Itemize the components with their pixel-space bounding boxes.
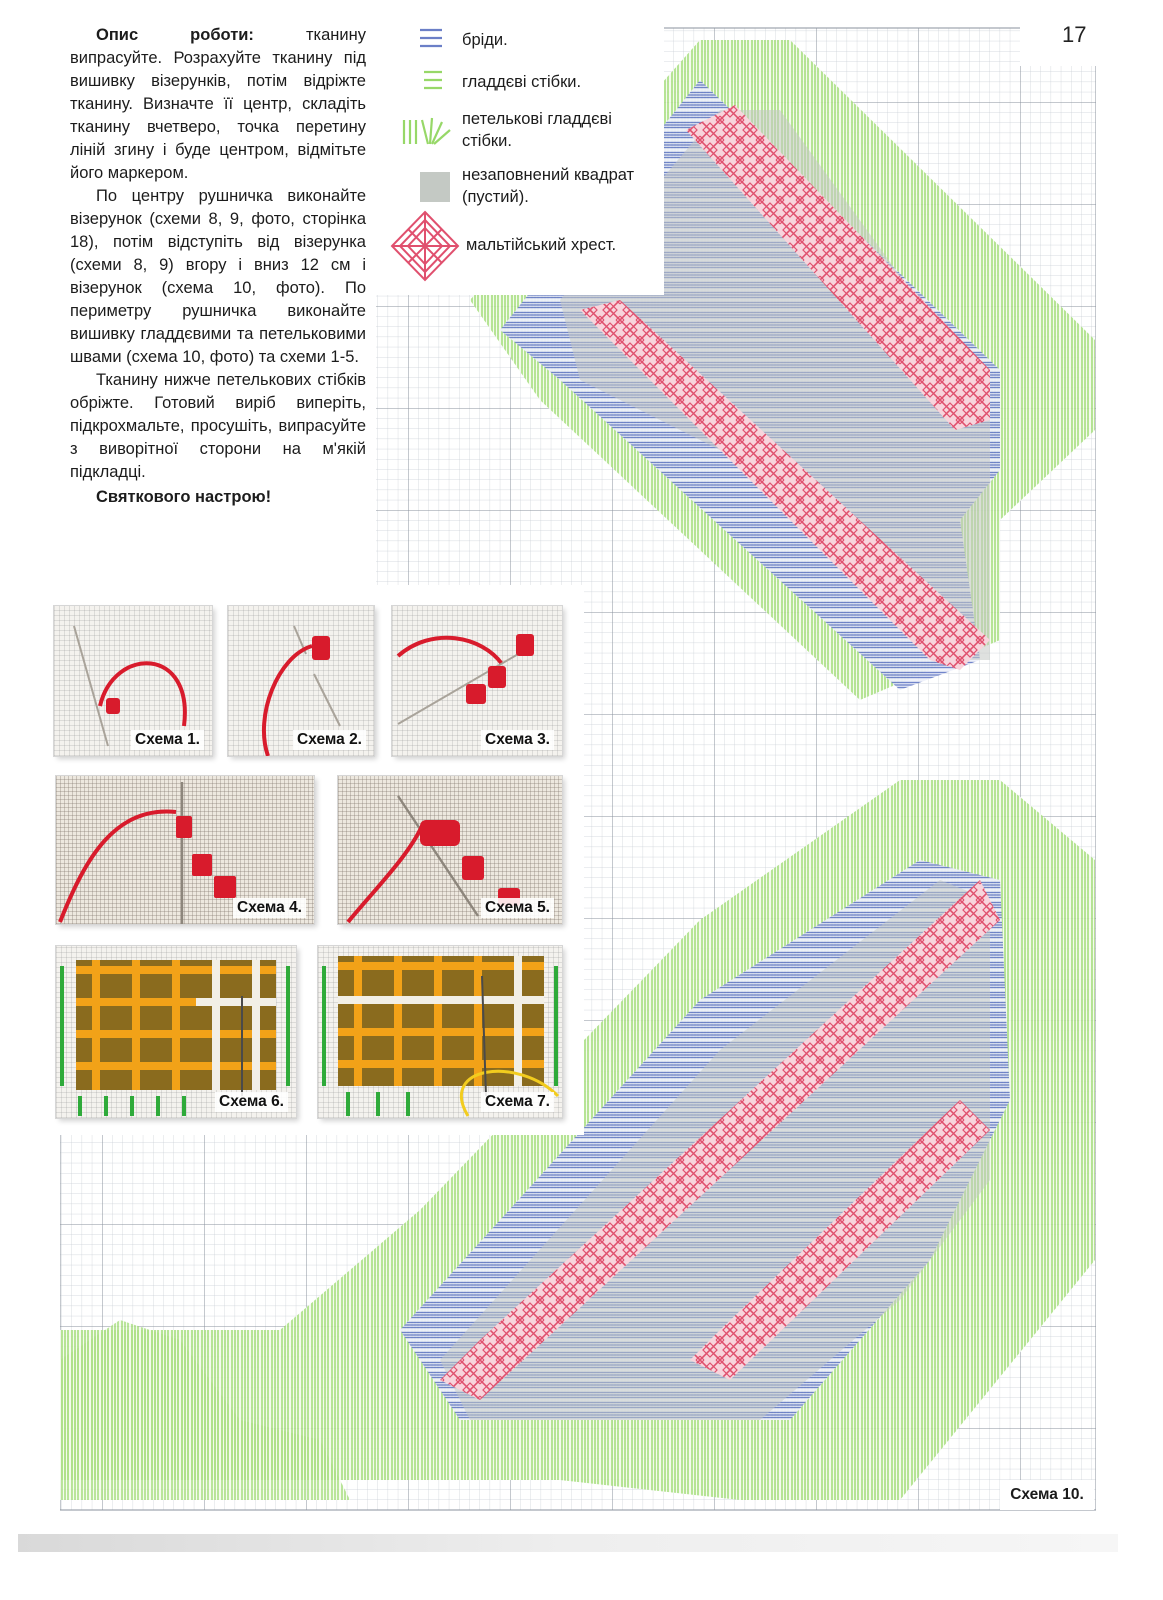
caption-scheme-4: Схема 4. xyxy=(233,898,306,918)
photo-scheme-4 xyxy=(56,776,314,924)
lead-heading: Опис роботи: xyxy=(96,26,254,44)
legend-label-bars: бріди. xyxy=(462,31,508,49)
right-margin xyxy=(1096,0,1163,1600)
legend-label-buttonhole: петелькові гладдєві стібки. xyxy=(462,110,612,150)
paragraph-1-body: тканину випрасуйте. Розрахуйте тканину під вишивку візерунків, потім відріжте тканину. Визначте її центр, складіть тканину вчетверо, точка перетину ліній згину і буде центром, відмітьте його маркером. xyxy=(70,26,366,182)
legend-item-satin xyxy=(390,64,581,108)
legend-item-bars xyxy=(390,22,508,66)
caption-scheme-7: Схема 7. xyxy=(481,1092,554,1112)
photo-scheme-1 xyxy=(54,606,212,756)
legend-label-maltese: мальтійський хрест. xyxy=(466,236,617,254)
caption-scheme-10: Схема 10. xyxy=(1000,1480,1094,1510)
satin-stitch-icon xyxy=(390,64,442,108)
maltese-cross-icon xyxy=(390,210,452,282)
legend-item-empty xyxy=(390,164,652,208)
closing-line: Святкового настрою! xyxy=(96,488,272,506)
paragraph-3: Тканину нижче петелькових стібків обріжте. Готовий виріб виперіть, підкрохмальте, просушіть, випрасуйте з виворітної сторони на м'якій підкладці. xyxy=(70,371,366,481)
photo-scheme-5 xyxy=(338,776,562,924)
photo-scheme-7 xyxy=(318,946,562,1118)
bars-stitch-icon xyxy=(390,22,442,66)
page-edge-shadow xyxy=(18,1534,1118,1552)
caption-scheme-5: Схема 5. xyxy=(481,898,554,918)
photo-scheme-2 xyxy=(228,606,374,756)
photo-scheme-3 xyxy=(392,606,562,756)
legend-item-buttonhole xyxy=(390,108,652,152)
legend-item-maltese xyxy=(390,210,616,282)
caption-scheme-2: Схема 2. xyxy=(293,730,366,750)
instructions-text xyxy=(70,24,366,509)
photo-scheme-6 xyxy=(56,946,296,1118)
legend-label-empty: незаповнений квадрат (пустий). xyxy=(462,166,635,206)
page-number: 17 xyxy=(1062,22,1087,47)
legend-label-satin: гладдєві стібки. xyxy=(462,73,582,91)
caption-scheme-6: Схема 6. xyxy=(215,1092,288,1112)
caption-scheme-3: Схема 3. xyxy=(481,730,554,750)
paragraph-1 xyxy=(70,24,366,185)
paragraph-2: По центру рушничка виконайте візерунок (схеми 8, 9, фото, сторінка 18), потім відступіть від візерунка (схеми 8, 9) вгору і вниз 12 см і візерунок (схема 10, фото). По периметру рушничка виконайте вишивку гладдєвими та петельковими швами (схема 10, фото) та схеми 1-5. xyxy=(70,187,366,366)
buttonhole-satin-icon xyxy=(390,108,452,152)
empty-square-icon xyxy=(390,164,452,208)
caption-scheme-1: Схема 1. xyxy=(131,730,204,750)
top-margin xyxy=(664,0,1064,26)
left-margin xyxy=(0,0,60,1600)
bottom-margin xyxy=(0,1511,1163,1600)
